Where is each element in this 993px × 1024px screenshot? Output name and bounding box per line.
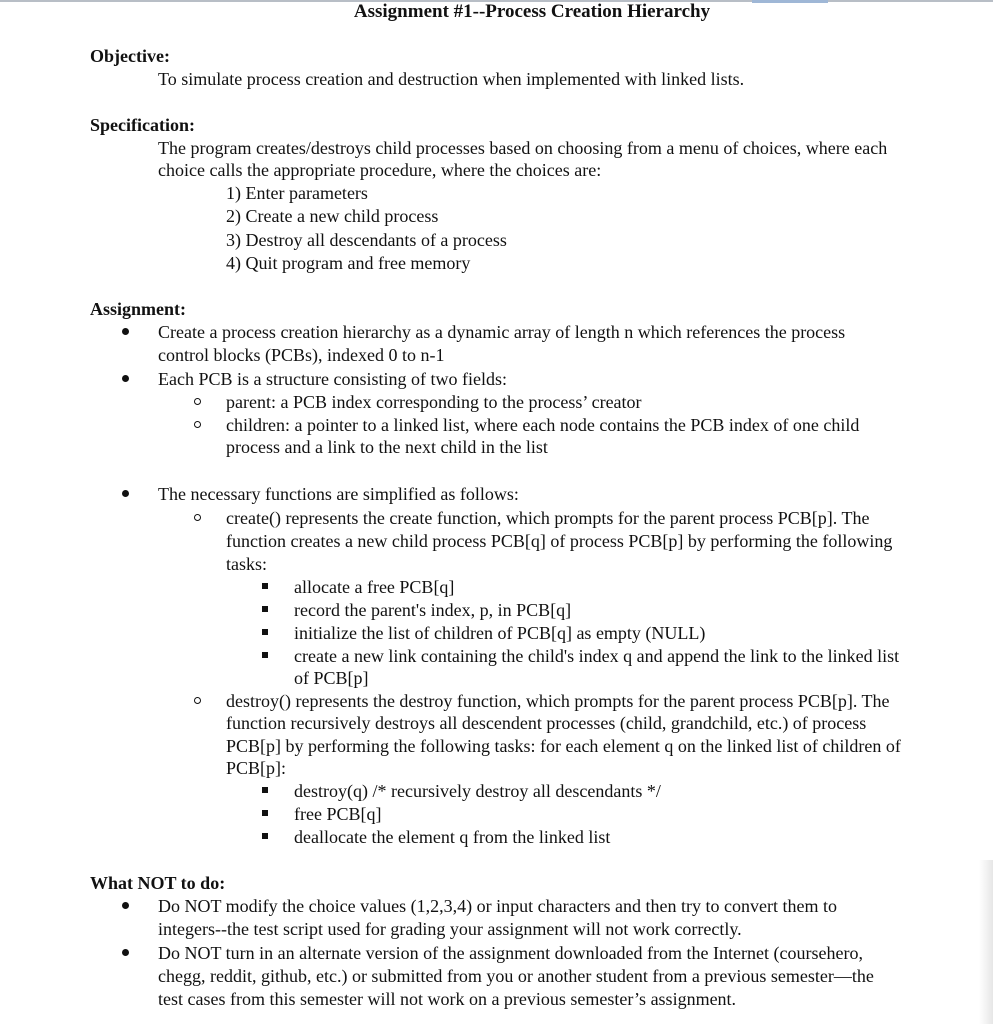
create-task-2: record the parent's index, p, in PCB[q] [294, 600, 572, 620]
choice-3: 3) Destroy all descendants of a process [226, 230, 507, 250]
circle-bullet-icon [194, 398, 201, 405]
square-bullet-icon [262, 606, 268, 612]
assignment-bullet-1-line-1: Create a process creation hierarchy as a dynamic array of length n which references the process [158, 322, 846, 342]
what-not-bullet-1-line-2: integers--the test script used for grading your assignment will not work correctly. [158, 919, 742, 939]
what-not-heading: What NOT to do: [90, 873, 226, 893]
what-not-bullet-2-line-2: chegg, reddit, github, etc.) or submitted from you or another student from a previous semester—the [158, 966, 874, 986]
destroy-line-1: destroy() represents the destroy function, which prompts for the parent process PCB[p]. The [226, 691, 890, 711]
field-children-line-2: process and a link to the next child in the list [226, 437, 548, 457]
what-not-bullet-2-line-1: Do NOT turn in an alternate version of the assignment downloaded from the Internet (coursehero, [158, 943, 863, 963]
square-bullet-icon [262, 583, 268, 589]
create-task-1: allocate a free PCB[q] [294, 577, 455, 597]
bullet-icon [122, 328, 129, 335]
destroy-line-4: PCB[p]: [226, 758, 287, 778]
specification-line-2: choice calls the appropriate procedure, where the choices are: [158, 160, 602, 180]
square-bullet-icon [262, 629, 268, 635]
destroy-task-1: destroy(q) /* recursively destroy all descendants */ [294, 781, 661, 801]
assignment-heading: Assignment: [90, 299, 187, 319]
destroy-task-2: free PCB[q] [294, 804, 382, 824]
objective-heading: Objective: [90, 46, 170, 66]
bullet-icon [122, 902, 129, 909]
circle-bullet-icon [194, 514, 201, 521]
objective-text: To simulate process creation and destruction when implemented with linked lists. [158, 69, 745, 89]
choice-2: 2) Create a new child process [226, 206, 439, 226]
choice-1: 1) Enter parameters [226, 183, 368, 203]
create-task-3: initialize the list of children of PCB[q] as empty (NULL) [294, 623, 706, 643]
what-not-bullet-2-line-3: test cases from this semester will not work on a previous semester’s assignment. [158, 989, 737, 1009]
field-parent: parent: a PCB index corresponding to the process’ creator [226, 392, 642, 412]
bullet-icon [122, 949, 129, 956]
square-bullet-icon [262, 787, 268, 793]
destroy-line-2: function recursively destroys all descendent processes (child, grandchild, etc.) of process [226, 713, 867, 733]
field-children-line-1: children: a pointer to a linked list, where each node contains the PCB index of one child [226, 415, 860, 435]
specification-line-1: The program creates/destroys child processes based on choosing from a menu of choices, where each [158, 138, 888, 158]
assignment-bullet-1-line-2: control blocks (PCBs), indexed 0 to n-1 [158, 345, 445, 365]
circle-bullet-icon [194, 421, 201, 428]
specification-heading: Specification: [90, 115, 195, 135]
square-bullet-icon [262, 810, 268, 816]
create-task-4-line-2: of PCB[p] [294, 668, 369, 688]
page-edge-shadow [979, 860, 993, 1024]
assignment-bullet-2: Each PCB is a structure consisting of two fields: [158, 369, 507, 389]
document-title: Assignment #1--Process Creation Hierarchy [353, 1, 711, 22]
destroy-task-3: deallocate the element q from the linked list [294, 827, 611, 847]
bullet-icon [122, 490, 129, 497]
create-line-1: create() represents the create function, which prompts for the parent process PCB[p]. The [226, 508, 870, 528]
destroy-line-3: PCB[p] by performing the following tasks: for each element q on the linked list of children of [226, 736, 901, 756]
what-not-bullet-1-line-1: Do NOT modify the choice values (1,2,3,4) or input characters and then try to convert them to [158, 896, 837, 916]
circle-bullet-icon [194, 697, 201, 704]
assignment-bullet-3: The necessary functions are simplified as follows: [158, 484, 519, 504]
choice-4: 4) Quit program and free memory [226, 253, 471, 273]
create-line-3: tasks: [226, 554, 268, 574]
create-line-2: function creates a new child process PCB[q] of process PCB[p] by performing the following [226, 531, 893, 551]
square-bullet-icon [262, 652, 268, 658]
bullet-icon [122, 375, 129, 382]
create-task-4-line-1: create a new link containing the child's index q and append the link to the linked list [294, 646, 900, 666]
square-bullet-icon [262, 833, 268, 839]
